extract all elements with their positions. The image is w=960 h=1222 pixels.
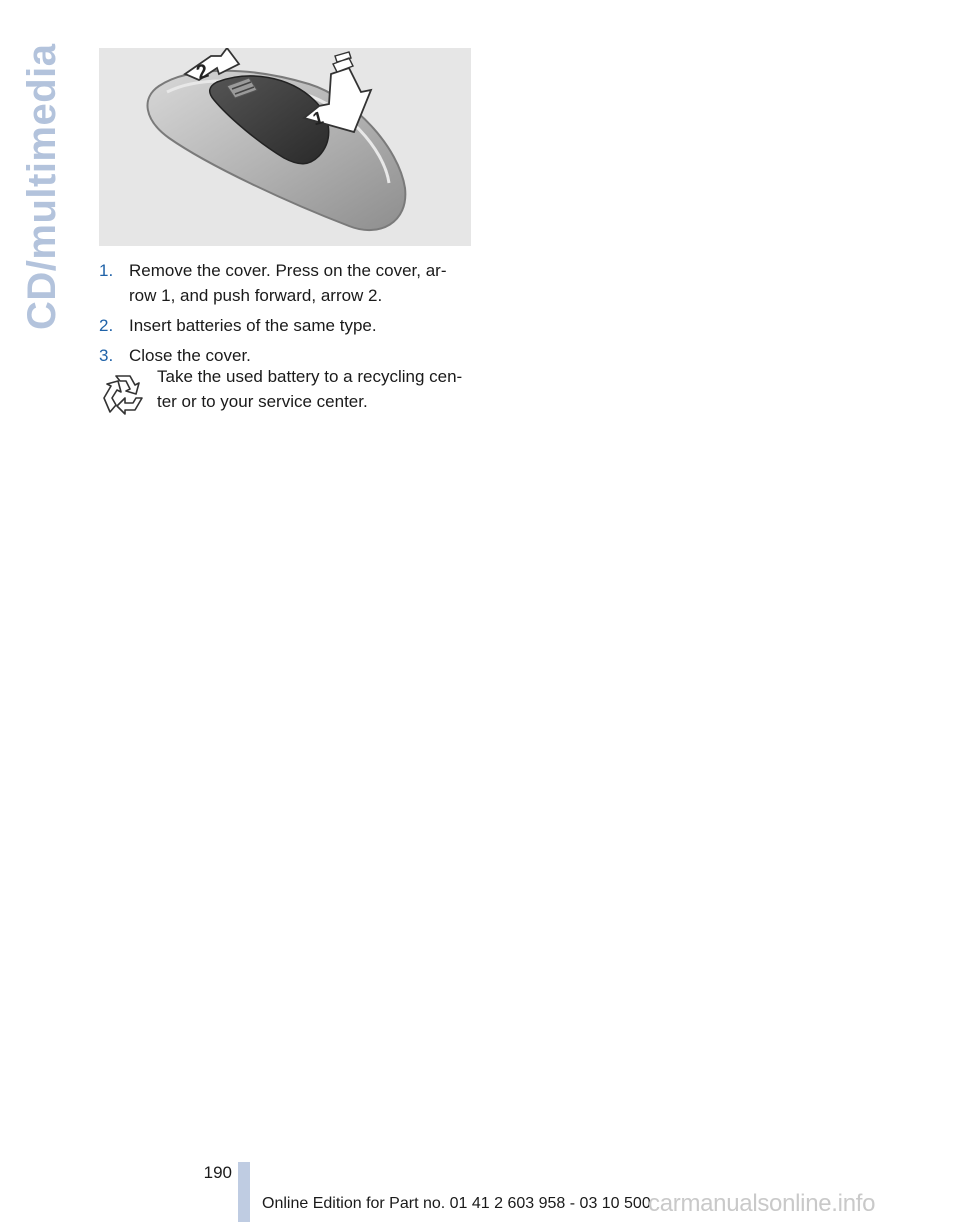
key-battery-figure — [99, 48, 471, 246]
step-number: 3. — [99, 346, 114, 365]
instruction-steps — [99, 258, 479, 373]
remote-key-illustration — [99, 48, 471, 246]
arrow-1-label: 1 — [310, 107, 326, 130]
step-text-line: Close the cover. — [129, 346, 251, 365]
section-side-title: CD/multimedia — [20, 43, 64, 330]
watermark-text: carmanualsonline.info — [648, 1190, 876, 1217]
step-text-line: row 1, and push forward, arrow 2. — [129, 286, 383, 305]
step-text-line: Remove the cover. Press on the cover, ar- — [129, 261, 447, 280]
step-number: 2. — [99, 316, 114, 335]
note-text — [157, 364, 477, 414]
footer-divider-bar — [238, 1162, 250, 1222]
note-text-line: Take the used battery to a recycling cen- — [157, 367, 463, 386]
environment-note — [99, 364, 479, 424]
arrow-2-label: 2 — [193, 59, 212, 85]
recycling-icon — [99, 368, 147, 422]
step-item — [99, 258, 479, 308]
step-text-line: Insert batteries of the same type. — [129, 316, 377, 335]
edition-text: Online Edition for Part no. 01 41 2 603 958 - 03 10 500 — [262, 1195, 651, 1212]
page-number: 190 — [203, 1163, 232, 1182]
note-text-line: ter or to your service center. — [157, 392, 368, 411]
step-number: 1. — [99, 261, 114, 280]
step-item — [99, 313, 479, 338]
